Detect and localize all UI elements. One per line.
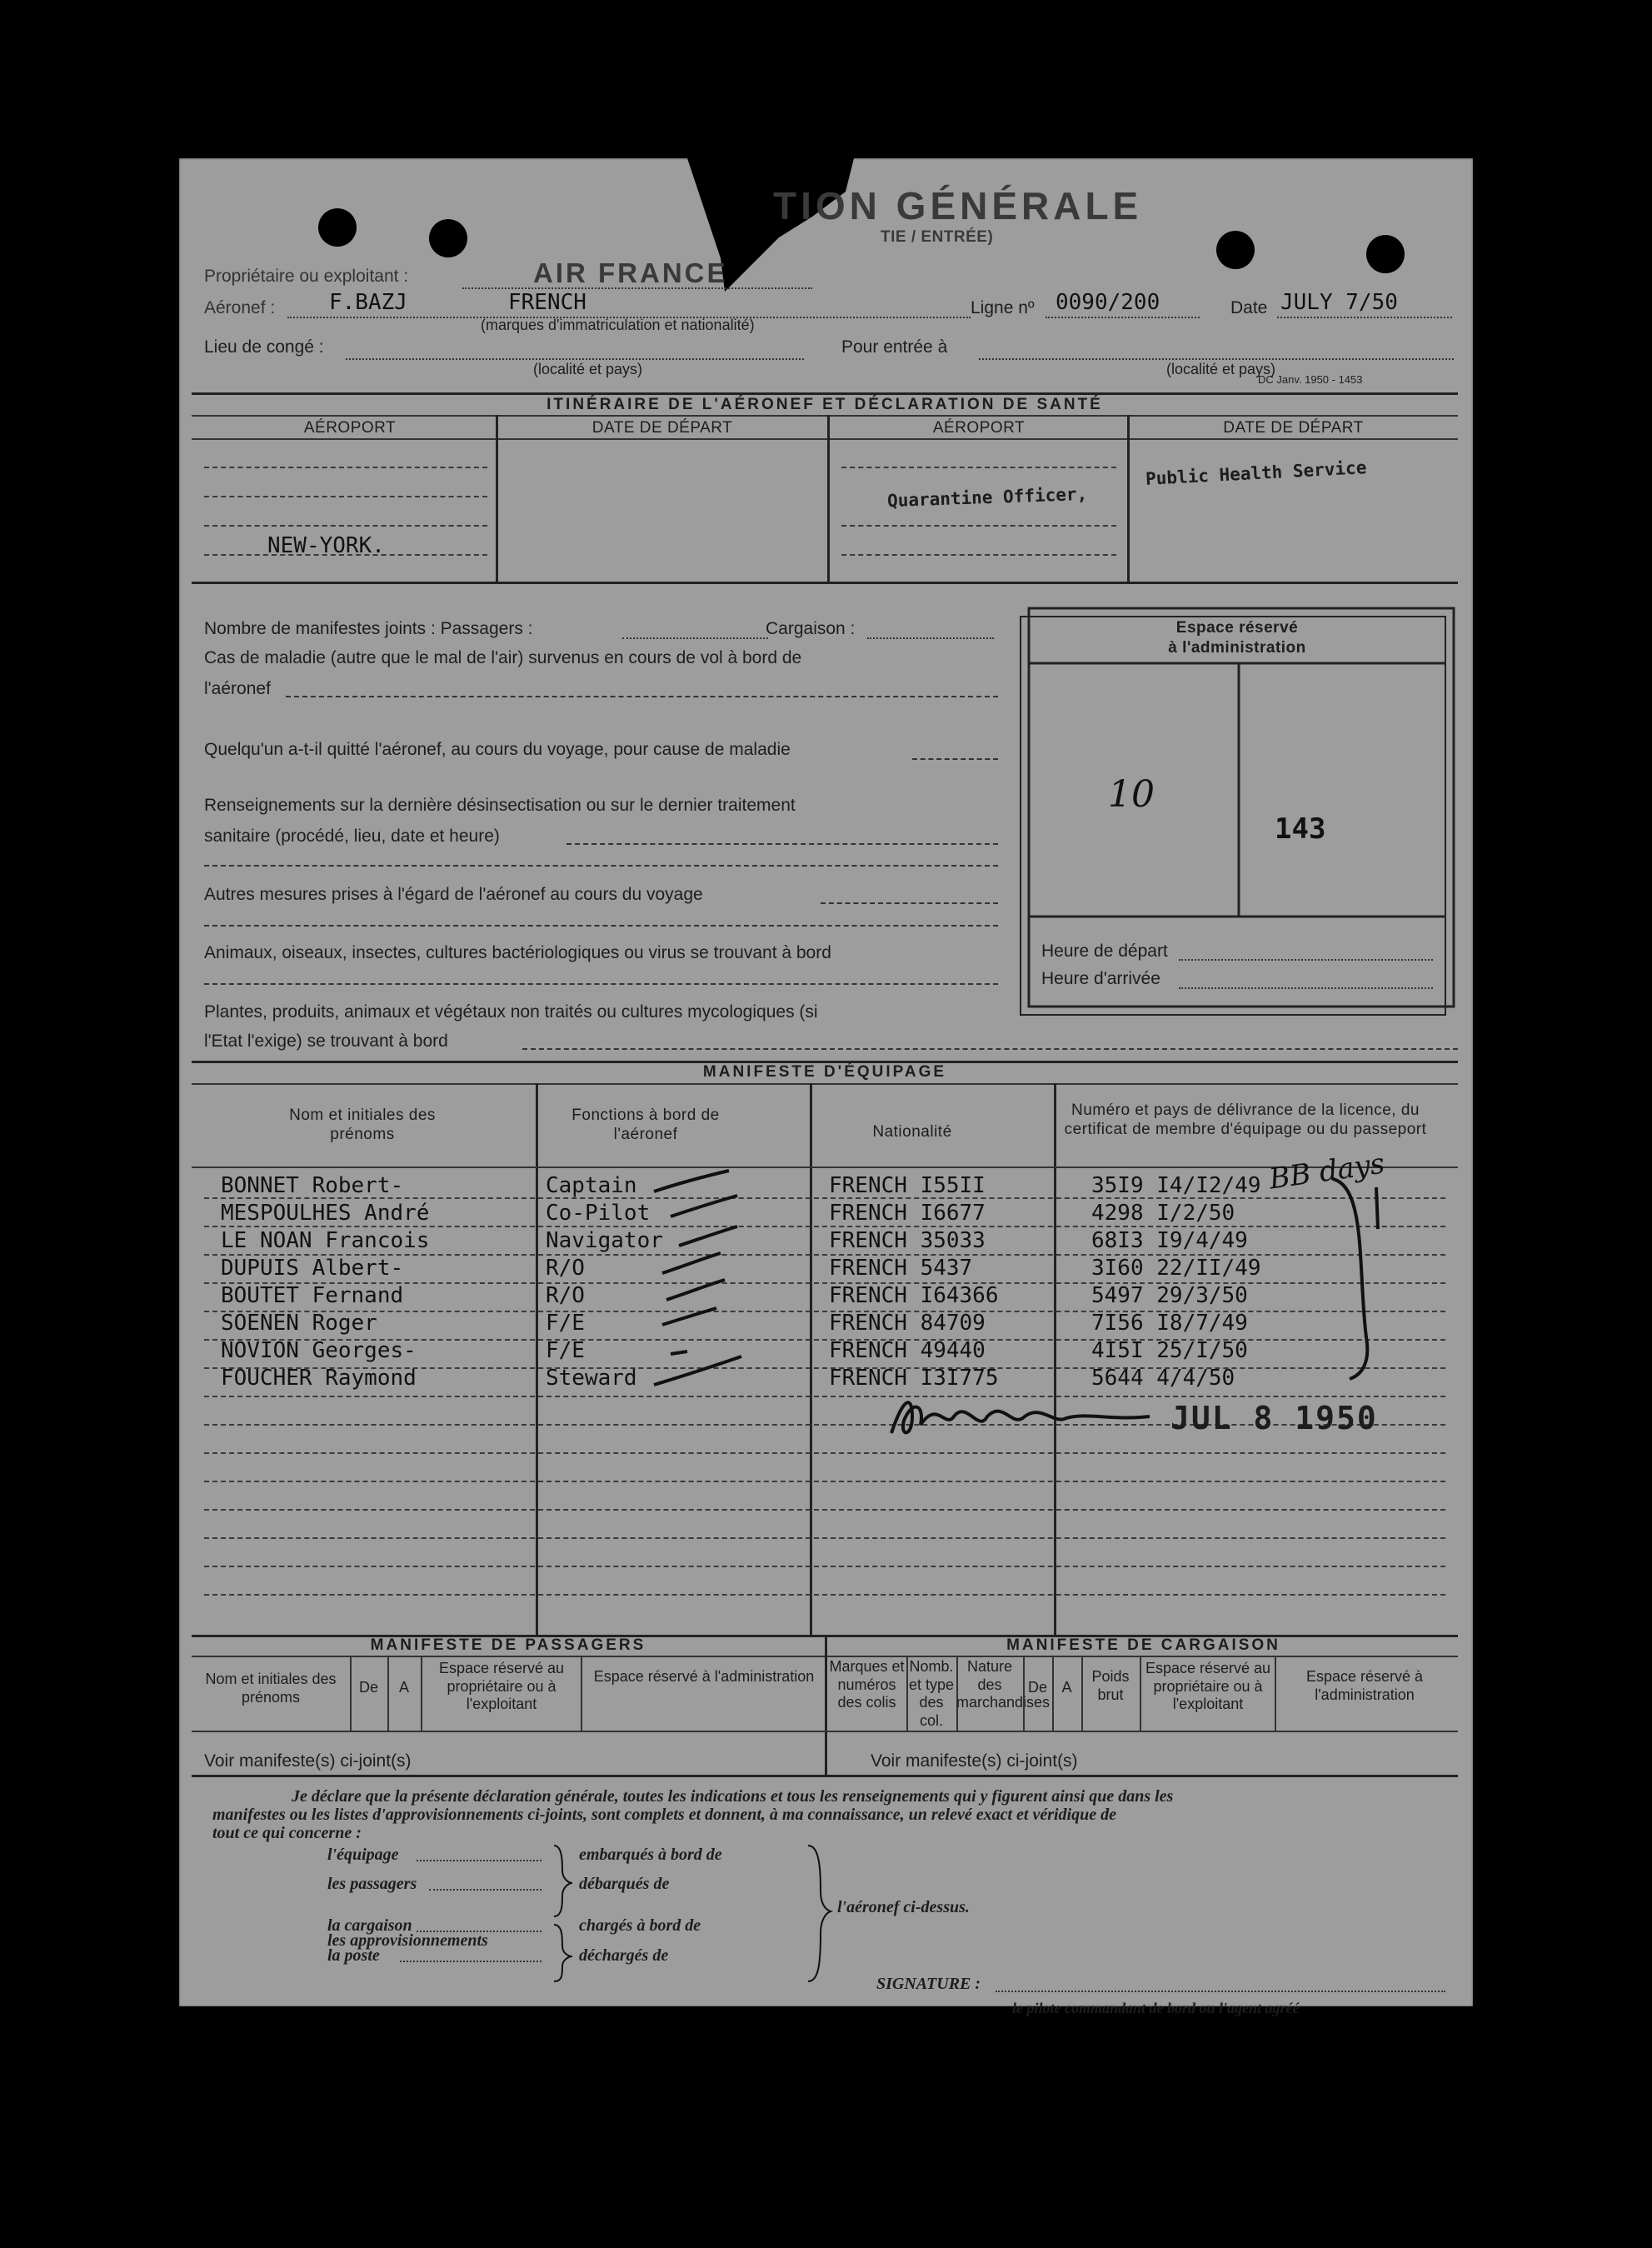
cargo-col-admin-space: Espace réservé à l'administration xyxy=(1305,1668,1424,1703)
crew-nat-8: FRENCH I3I775 xyxy=(829,1366,999,1391)
crew-license-5: 5497 29/3/50 xyxy=(1091,1283,1248,1308)
passenger-col-from: De xyxy=(358,1679,378,1696)
punch-hole-left-2 xyxy=(429,219,467,257)
decl-supplies: les approvisionnements xyxy=(327,1931,488,1950)
crew-name-7: NOVION Georges- xyxy=(221,1338,417,1363)
passenger-manifest-title: MANIFESTE DE PASSAGERS xyxy=(370,1636,646,1654)
cargo-see-attached: Voir manifeste(s) ci-joint(s) xyxy=(871,1751,1078,1771)
plants-question-b: l'Etat l'exige) se trouvant à bord xyxy=(204,1032,448,1051)
crew-title-rule xyxy=(192,1083,1458,1085)
cargo-count-line xyxy=(867,637,994,639)
crew-license-6: 7I56 I8/7/49 xyxy=(1091,1311,1248,1336)
cargo-col-from: De xyxy=(1027,1679,1047,1696)
declaration-line-2: manifestes ou les listes d'approvisionnements ci-joints, sont complets et donnent, à ma connaissance, un relevé exact et véridique de xyxy=(212,1806,1116,1824)
crew-license-2: 4298 I/2/50 xyxy=(1091,1201,1235,1226)
decl-mail: la poste xyxy=(327,1946,380,1965)
crew-license-7: 4I5I 25/I/50 xyxy=(1091,1338,1248,1363)
left-aircraft-answer-line xyxy=(912,758,998,760)
crew-role-5: R/O xyxy=(546,1283,585,1308)
punch-hole-left-1 xyxy=(318,208,357,247)
crew-row-line xyxy=(204,1226,1445,1227)
entry-label: Pour entrée à xyxy=(841,337,948,357)
crew-license-4: 3I60 22/II/49 xyxy=(1091,1256,1261,1281)
decl-loaded: chargés à bord de xyxy=(579,1916,701,1935)
decl-disembarked: débarqués de xyxy=(579,1875,670,1893)
plants-answer-line xyxy=(522,1048,1458,1050)
entry-line xyxy=(979,358,1454,360)
cargo-col-weight: Poids brut xyxy=(1091,1668,1130,1703)
document-page xyxy=(179,158,1473,2016)
decl-unloaded: déchargés de xyxy=(579,1946,669,1965)
manifests-label: Nombre de manifestes joints : Passagers : xyxy=(204,619,533,638)
disinsection-answer-line xyxy=(566,843,998,845)
line-value: 0090/200 xyxy=(1056,290,1160,315)
departure-note: (localité et pays) xyxy=(533,361,643,377)
cargo-col-to: A xyxy=(1061,1679,1072,1696)
date-line xyxy=(1277,317,1452,318)
crew-row-line xyxy=(204,1594,1445,1596)
crew-nat-3: FRENCH 35033 xyxy=(829,1228,986,1253)
arrival-time-line xyxy=(1179,987,1433,989)
crew-row-line xyxy=(204,1452,1445,1454)
signature-label: SIGNATURE : xyxy=(876,1975,981,1993)
illness-question-1b: l'aéronef xyxy=(204,679,271,698)
crew-col-license: Numéro et pays de délivrance de la licence, du certificat de membre d'équipage ou du passeport xyxy=(1064,1102,1427,1138)
crew-name-8: FOUCHER Raymond xyxy=(221,1366,417,1391)
itinerary-bottom-rule xyxy=(192,582,1458,584)
decl-crew-dots xyxy=(417,1860,542,1861)
other-measures-question: Autres mesures prises à l'égard de l'aéronef au cours du voyage xyxy=(204,885,703,904)
cargo-col-owner-space: Espace réservé au propriétaire ou à l'exploitant xyxy=(1145,1660,1271,1713)
crew-role-1: Captain xyxy=(546,1173,637,1198)
itinerary-row-line xyxy=(841,467,1116,468)
itinerary-row-line xyxy=(841,554,1116,556)
crew-name-1: BONNET Robert- xyxy=(221,1173,404,1198)
decl-cargo: la cargaison xyxy=(327,1916,412,1935)
itinerary-sep-1 xyxy=(496,415,498,582)
crew-row-line xyxy=(204,1566,1445,1567)
decl-embarked: embarqués à bord de xyxy=(579,1846,722,1864)
animals-answer-line xyxy=(204,983,998,985)
crew-name-4: DUPUIS Albert- xyxy=(221,1256,404,1281)
owner-label: Propriétaire ou exploitant : xyxy=(204,267,409,286)
quarantine-stamp: Quarantine Officer, xyxy=(886,483,1088,512)
arrival-time-label: Heure d'arrivée xyxy=(1041,969,1160,988)
handwritten-margin-note: BB days xyxy=(1266,1146,1387,1196)
cargo-col-marks: Marques et numéros des colis xyxy=(829,1658,905,1711)
form-reference: DC Janv. 1950 - 1453 xyxy=(1258,373,1363,386)
itinerary-col-date-2: DATE DE DÉPART xyxy=(1223,419,1364,437)
other-measures-answer-line-2 xyxy=(204,925,998,927)
crew-name-5: BOUTET Fernand xyxy=(221,1283,404,1308)
handwritten-check-marks xyxy=(646,1166,812,1416)
itinerary-row-line xyxy=(204,496,487,497)
admin-stamp-number: 143 xyxy=(1275,812,1326,846)
declaration-line-1: Je déclare que la présente déclaration générale, toutes les indications et tous les renseignements qui y figurent ainsi que dans les xyxy=(292,1787,1174,1806)
decl-mail-dots xyxy=(400,1961,542,1962)
aircraft-note: (marques d'immatriculation et nationalité) xyxy=(481,317,755,333)
crew-name-6: SOENEN Roger xyxy=(221,1311,377,1336)
manifests-header-rule xyxy=(192,1731,1458,1732)
passengers-count-line xyxy=(622,637,768,639)
itinerary-title-rule xyxy=(192,415,1458,417)
crew-license-1: 35I9 I4/I2/49 xyxy=(1091,1173,1261,1198)
cargo-col-nature: Nature des marchandises xyxy=(956,1658,1051,1711)
crew-nat-6: FRENCH 84709 xyxy=(829,1311,986,1336)
receipt-date-stamp: JUL 8 1950 xyxy=(1170,1400,1378,1436)
itinerary-row-line xyxy=(204,525,487,527)
itinerary-col-airport-1: AÉROPORT xyxy=(303,419,397,437)
crew-col-role: Fonctions à bord de l'aéronef xyxy=(571,1107,720,1143)
crew-role-3: Navigator xyxy=(546,1228,663,1253)
itinerary-sep-3 xyxy=(1127,415,1130,582)
crew-role-2: Co-Pilot xyxy=(546,1201,651,1226)
cargo-manifest-title: MANIFESTE DE CARGAISON xyxy=(1006,1636,1280,1654)
itinerary-col-date-1: DATE DE DÉPART xyxy=(591,419,733,437)
crew-row-line xyxy=(204,1481,1445,1482)
departure-time-line xyxy=(1179,959,1433,961)
crew-role-8: Steward xyxy=(546,1366,637,1391)
disinsection-answer-line-2 xyxy=(204,865,998,867)
crew-col-nationality: Nationalité xyxy=(872,1123,952,1141)
crew-role-7: F/E xyxy=(546,1338,585,1363)
illness-answer-line xyxy=(286,696,998,697)
itinerary-row-line xyxy=(841,525,1116,527)
crew-nat-7: FRENCH 49440 xyxy=(829,1338,986,1363)
admin-title-2: à l'administration xyxy=(1168,639,1306,657)
crew-name-2: MESPOULHES André xyxy=(221,1201,430,1226)
itinerary-top-rule xyxy=(192,392,1458,395)
passenger-col-owner-space: Espace réservé au propriétaire ou à l'exploitant xyxy=(438,1660,565,1713)
signature-note: le pilote commandant de bord ou l'agent agréé xyxy=(1012,2000,1300,2016)
passenger-col-admin-space: Espace réservé à l'administration xyxy=(593,1668,815,1685)
animals-question: Animaux, oiseaux, insectes, cultures bactériologiques ou virus se trouvant à bord xyxy=(204,943,831,962)
crew-role-6: F/E xyxy=(546,1311,585,1336)
crew-row-line xyxy=(204,1396,1445,1397)
other-measures-answer-line xyxy=(821,902,998,904)
crew-nat-2: FRENCH I6677 xyxy=(829,1201,986,1226)
admin-title-1: Espace réservé xyxy=(1175,619,1299,637)
admin-handwritten-number: 10 xyxy=(1108,773,1155,816)
line-label: Ligne nº xyxy=(971,298,1035,317)
crew-role-4: R/O xyxy=(546,1256,585,1281)
handwritten-initials xyxy=(887,1391,1154,1450)
crew-nat-1: FRENCH I55II xyxy=(829,1173,986,1198)
cargo-sep xyxy=(1275,1656,1276,1731)
decl-crew: l'équipage xyxy=(327,1846,399,1864)
crew-nat-5: FRENCH I64366 xyxy=(829,1283,999,1308)
disinsection-question-b: sanitaire (procédé, lieu, date et heure) xyxy=(204,827,500,846)
itinerary-col-airport-2: AÉROPORT xyxy=(932,419,1026,437)
crew-row-line xyxy=(204,1509,1445,1511)
decl-passengers-dots xyxy=(429,1889,542,1891)
manifests-bottom-rule xyxy=(192,1775,1458,1777)
decl-passengers: les passagers xyxy=(327,1875,417,1893)
cargo-label: Cargaison : xyxy=(766,619,856,638)
departure-label: Lieu de congé : xyxy=(204,337,324,357)
departure-time-label: Heure de départ xyxy=(1041,942,1168,961)
owner-line xyxy=(462,287,812,289)
cargo-col-count: Nomb. et type des col. xyxy=(908,1658,955,1729)
crew-col-name: Nom et initiales des prénoms xyxy=(289,1107,436,1143)
illness-question-1: Cas de maladie (autre que le mal de l'air) survenus en cours de vol à bord de xyxy=(204,648,802,667)
illness-question-2: Quelqu'un a-t-il quitté l'aéronef, au cours du voyage, pour cause de maladie xyxy=(204,740,791,759)
date-value: JULY 7/50 xyxy=(1280,290,1398,315)
itinerary-header-rule xyxy=(192,438,1458,440)
passenger-see-attached: Voir manifeste(s) ci-joint(s) xyxy=(204,1751,412,1771)
entry-note: (localité et pays) xyxy=(1166,361,1276,377)
punch-hole-right-1 xyxy=(1216,231,1255,269)
crew-title: MANIFESTE D'ÉQUIPAGE xyxy=(702,1063,947,1081)
itinerary-title: ITINÉRAIRE DE L'AÉRONEF ET DÉCLARATION DE SANTÉ xyxy=(547,396,1103,413)
date-label: Date xyxy=(1230,298,1268,317)
signature-line xyxy=(996,1991,1445,1992)
crew-row-line xyxy=(204,1311,1445,1312)
itinerary-row-line xyxy=(204,467,487,468)
handwritten-bracket xyxy=(1325,1171,1391,1387)
plants-question: Plantes, produits, animaux et végétaux non traités ou cultures mycologiques (si xyxy=(204,1002,818,1022)
crew-nat-4: FRENCH 5437 xyxy=(829,1256,973,1281)
aircraft-reg: F.BAZJ xyxy=(329,290,407,315)
passenger-col-to: A xyxy=(398,1679,409,1696)
form-title: TION GÉNÉRALE xyxy=(773,184,1143,227)
punch-hole-right-2 xyxy=(1366,235,1405,273)
itinerary-sep-2 xyxy=(827,415,830,582)
form-subtitle: TIE / ENTRÉE) xyxy=(881,228,994,246)
aircraft-nationality: FRENCH xyxy=(508,290,586,315)
decl-aircraft: l'aéronef ci-dessus. xyxy=(837,1898,970,1916)
owner-value: AIR FRANCE xyxy=(533,257,728,288)
crew-license-3: 68I3 I9/4/49 xyxy=(1091,1228,1248,1253)
crew-license-8: 5644 4/4/50 xyxy=(1091,1366,1235,1391)
pax-sep xyxy=(581,1656,582,1731)
disinsection-question: Renseignements sur la dernière désinsectisation ou sur le dernier traitement xyxy=(204,796,796,815)
departure-line xyxy=(346,358,804,360)
crew-name-3: LE NOAN Francois xyxy=(221,1228,430,1253)
aircraft-label: Aéronef : xyxy=(204,298,276,317)
entry-airport: NEW-YORK. xyxy=(267,533,385,558)
line-number-line xyxy=(1046,317,1200,318)
passenger-col-name: Nom et initiales des prénoms xyxy=(205,1671,337,1706)
crew-row-line xyxy=(204,1537,1445,1539)
declaration-line-3: tout ce qui concerne : xyxy=(212,1824,362,1842)
admin-box xyxy=(1021,608,1454,1025)
health-service-stamp: Public Health Service xyxy=(1145,457,1367,489)
